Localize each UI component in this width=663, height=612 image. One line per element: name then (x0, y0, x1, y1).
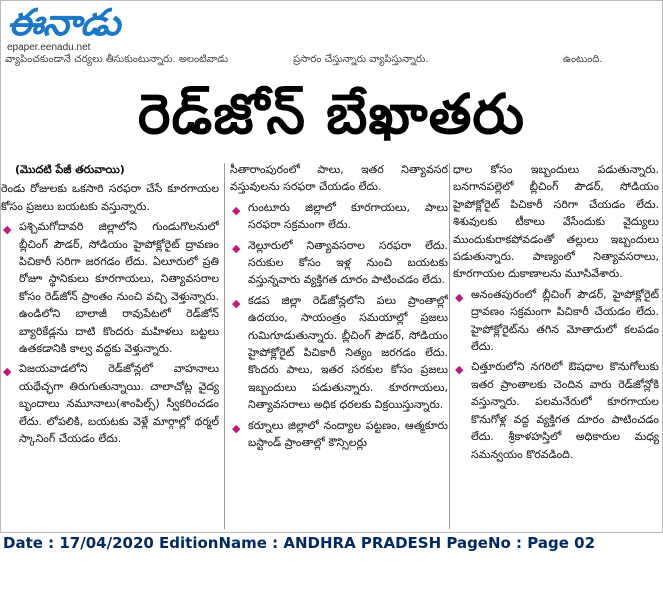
column-1 (1, 161, 219, 531)
paragraph: ◆ విజయవాడలోని రెడ్‌జోన్లలో వాహనాలు యథేచ్ఛగా తిరుగుతున్నాయి. చాలాచోట్ల వైద్య బృందాలు నమూనాలు(శాంపిల్స్) స్వీకరించడం లేదు. లోపలికి, బయటకు వెళ్లే మార్గాల్లో థర్మల్ స్కానింగ్ చేయడం లేదు. (3, 362, 219, 446)
eenadu-logo[interactable] (7, 1, 143, 56)
bullet-diamond-icon: ◆ (3, 365, 12, 379)
paragraph: రెండు రోజులకు ఒకసారి సరఫరా చేసే కూరగాయల కోసం ప్రజలు బయటకు వస్తున్నారు. (1, 182, 219, 213)
paragraph: ◆ అనంతపురంలో బ్లీచింగ్ పౌడర్, హైపోక్లోరైట్ ద్రావణం సక్రమంగా పిచికారీ చేయడం లేదు. హైపోక్లోరైట్‌ను తగిన మోతాదులో కలపడం లేదు. (455, 287, 659, 354)
bullet-diamond-icon: ◆ (455, 363, 464, 377)
paragraph: ◆ గుంటూరు జిల్లాలో కూరగాయలు, పాలు సరఫరా సక్రమంగా లేదు. (232, 200, 448, 232)
bullet-diamond-icon: ◆ (232, 203, 241, 217)
paragraph: ◆ కర్నూలు జిల్లాలో నంద్యాల పట్టణం, ఆత్మకూరు బస్టాండ్ ప్రాంతాల్లో కౌన్సిలర్లు (232, 418, 448, 450)
previous-article-strip (1, 53, 662, 67)
paragraph: ◆ కడప జిల్లా రెడ్‌జోన్లలోని పలు ప్రాంతాల్లో ఉదయం, సాయంత్రం సమయాల్లో ప్రజలు గుమిగూడుతున్నారు. బ్లీచింగ్ పౌడర్, సోడియం హైపోక్లోరైట్ పిచికారీ నిత్యం జరగడం లేదు. కొందరు పాలు, ఇతర సరకుల కోసం ప్రజలు ఇబ్బందులు పడుతున్నారు. కూరగాయలు, నిత్యావసరాలు అధిక ధరలకు విక్రయిస్తున్నారు. (232, 293, 448, 412)
paragraph: ◆ పశ్చిమగోదావరి జిల్లాలోని గుండుగొలనులో బ్లీచింగ్ పౌడర్, సోడియం హైపోక్లోరైట్ ద్రావణం పిచికారీ సరిగా జరగడం లేదు. ఏలూరులో ప్రతి రోజూ స్థానికులు కూరగాయలు, నిత్యావసరాల కోసం రెడ్‌జోన్ ప్రాంతం నుంచి వచ్చి వెళ్తున్నారు. ఉండిలోని బాలాజీ రావుపేటలో రెడ్‌జోన్ బ్యారికేడ్లను దాటి కొందరు మహిళలు బట్టలు ఉతకడానికి కాల్వ వద్దకు వెళ్తున్నారు. (3, 220, 219, 356)
continued-kicker: (మొదటి పేజీ తరువాయి) (15, 163, 125, 176)
strip-text-middle: ప్రసారం చేస్తున్నారు వ్యాపిస్తున్నారు. (293, 54, 429, 65)
column-divider (449, 163, 450, 529)
column-2 (230, 161, 448, 531)
bullet-diamond-icon: ◆ (232, 421, 241, 435)
bullet-diamond-icon: ◆ (455, 290, 464, 304)
column-3 (453, 161, 659, 531)
epaper-site-label: epaper.eenadu.net (7, 42, 91, 53)
bullet-diamond-icon: ◆ (232, 241, 241, 255)
strip-text-right: ఉంటుంది. (563, 54, 603, 65)
paragraph: ◆ చిత్తూరులోని నగరిలో ఔషధాల కొనుగోలుకు ఇతర ప్రాంతాలకు చెందిన వారు రెడ్‌జోన్లోకి వస్తున్నారు. పలమనేరులో కూరగాయల కొనుగోళ్ల వద్ద వ్యక్తిగత దూరం పాటించడం లేదు. శ్రీకాళహస్తిలో అధికారుల మధ్య సమన్వయం కొరవడింది. (455, 360, 659, 461)
column-divider (224, 163, 225, 529)
bullet-diamond-icon: ◆ (3, 223, 12, 237)
masthead-title: ఈనాడు (7, 1, 120, 44)
edition-dateline: Date : 17/04/2020 EditionName : ANDHRA PRADESH PageNo : Page 02 (3, 534, 596, 552)
bullet-diamond-icon: ◆ (232, 296, 241, 310)
paragraph: ధాల కోసం ఇబ్బందులు పడుతున్నారు. బనగానపల్లెలో బ్లీచింగ్ పౌడర్, సోడియం హైపోక్లోరైట్ పిచికారీ సరిగా చేయడం లేదు. శిశువులకు టీకాలు వేసేందుకు వైద్యులు ముందుకురాకపోవడంతో తల్లులు ఇబ్బందులు పడుతున్నారు. పాణ్యంలో నిత్యావసరాలు, కూరగాయల దుకాణాలను మూసివేశారు. (453, 163, 659, 281)
strip-text-left: వ్యాపించకుండానే చర్యలు తీసుకుంటున్నారు. అలంటివాడు (5, 54, 229, 65)
headline: రెడ్‌జోన్ బేఖాతరు (137, 82, 526, 146)
paragraph: ◆ నెల్లూరులో నిత్యావసరాల సరఫరా లేదు. సరుకుల కోసం ఇళ్ల నుంచి బయటకు వస్తున్నవారు వ్యక్తిగత దూరం పాటించడం లేదు. (232, 238, 448, 287)
paragraph: సీతారాంపురంలో పాలు, ఇతర నిత్యావసర వస్తువులను సరఫరా చేయడం లేదు. (230, 163, 448, 194)
